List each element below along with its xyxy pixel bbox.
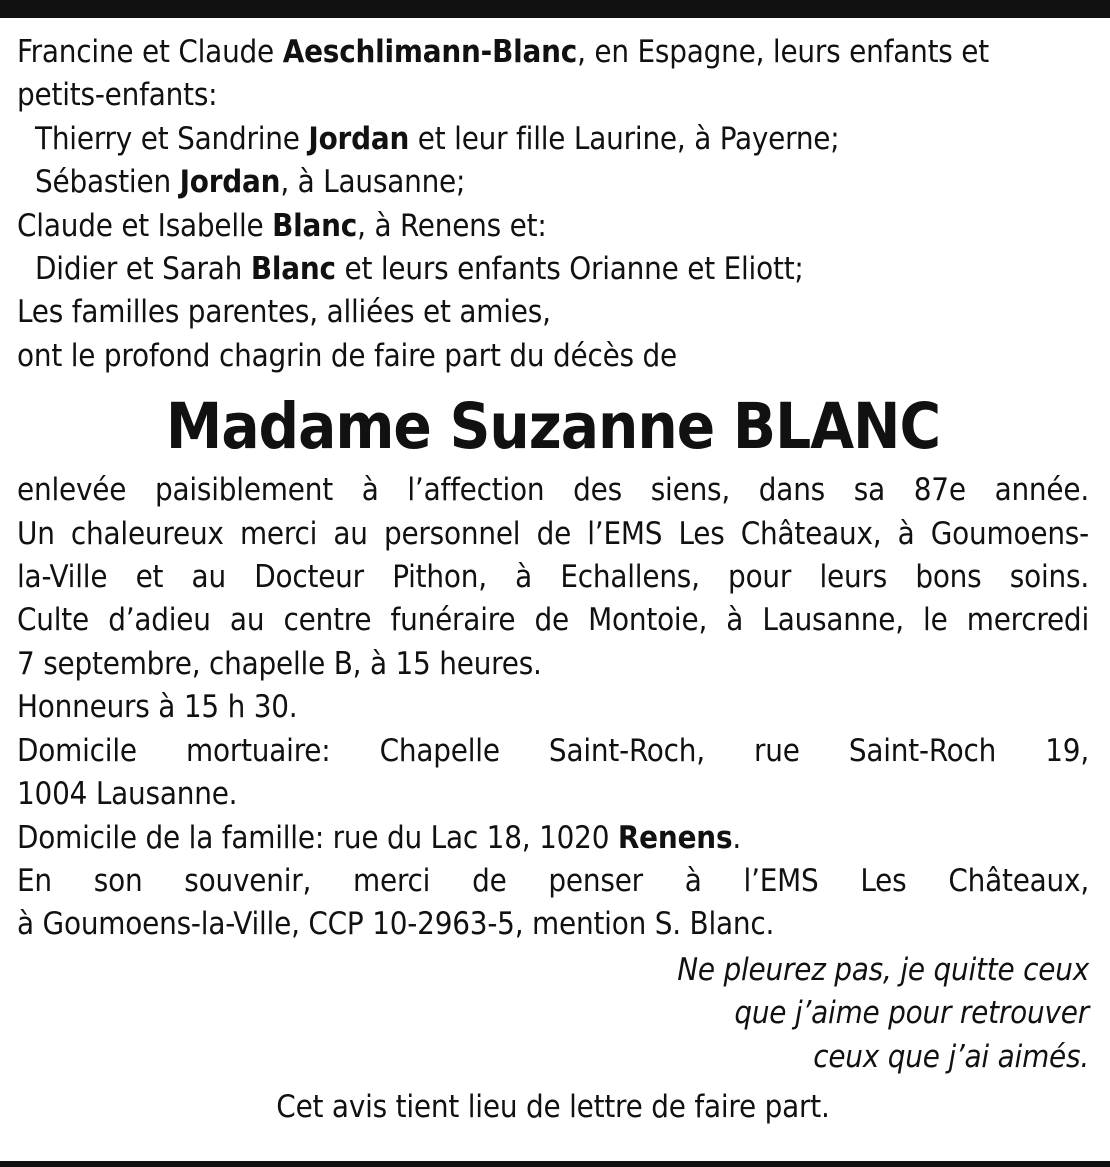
body-line-1: enlevée paisiblement à l’affection des siens, dans sa 87e année. — [17, 472, 1089, 509]
closing-note: Cet avis tient lieu de lettre de faire part. — [276, 1088, 830, 1125]
family-name-blanc: Blanc — [272, 207, 358, 244]
family-line-5-text: Claude et Isabelle — [17, 207, 273, 244]
body-line-6: Honneurs à 15 h 30. — [17, 689, 298, 726]
family-name-jordan: Jordan — [308, 120, 410, 157]
quote-line-1: Ne pleurez pas, je quitte ceux — [677, 951, 1089, 988]
body-line-7: Domicile mortuaire: Chapelle Saint-Roch, rue Saint-Roch 19, — [17, 732, 1089, 769]
family-line-8 — [17, 335, 1089, 378]
family-line-1-text: Francine et Claude — [17, 34, 283, 70]
body-line-5: 7 septembre, chapelle B, à 15 heures. — [17, 645, 542, 682]
family-line-2 — [17, 74, 1089, 117]
memory-line-1: En son souvenir, merci de penser à l’EMS Les Châteaux, — [17, 862, 1089, 899]
death-notice — [17, 31, 1089, 1129]
family-line-4 — [17, 161, 1089, 204]
family-home-period: . — [732, 819, 742, 856]
family-line-2-text: petits-enfants: — [17, 77, 218, 114]
family-line-7-text: Les familles parentes, alliées et amies, — [17, 294, 551, 331]
family-line-1 — [17, 31, 1089, 74]
family-home-city: Renens — [617, 819, 733, 856]
family-line-3-text: Thierry et Sandrine — [35, 120, 309, 157]
family-line-4-text: Sébastien — [35, 164, 180, 201]
family-line-6-text: Didier et Sarah — [35, 251, 251, 288]
family-line-7 — [17, 291, 1089, 334]
family-line-8-text: ont le profond chagrin de faire part du décès de — [17, 337, 678, 374]
family-home-line — [17, 817, 1089, 860]
body-line-3: la-Ville et au Docteur Pithon, à Echallens, pour leurs bons soins. — [17, 559, 1089, 596]
family-line-6-location: et leurs enfants Orianne et Eliott; — [335, 251, 804, 288]
family-line-5-location: , à Renens et: — [357, 207, 547, 244]
family-line-3-location: et leur fille Laurine, à Payerne; — [409, 120, 840, 157]
body-line-2: Un chaleureux merci au personnel de l’EMS Les Châteaux, à Goumoens- — [17, 515, 1089, 552]
family-line-5 — [17, 205, 1089, 248]
family-home-address: Domicile de la famille: rue du Lac 18, 1020 — [17, 819, 618, 856]
family-name-jordan: Jordan — [179, 164, 281, 201]
family-line-4-location: , à Lausanne; — [280, 164, 466, 201]
family-line-3 — [17, 118, 1089, 161]
body-line-8: 1004 Lausanne. — [17, 776, 238, 813]
quote-line-2: que j’aime pour retrouver — [734, 995, 1089, 1032]
family-name-blanc: Blanc — [250, 251, 336, 288]
family-line-1-location: , en Espagne, leurs enfants et — [577, 34, 989, 70]
bottom-border-rule — [0, 1161, 1110, 1167]
memory-line-2: à Goumoens-la-Ville, CCP 10-2963-5, mention S. Blanc. — [17, 906, 775, 943]
family-name-aeschlimann-blanc: Aeschlimann-Blanc — [282, 34, 578, 70]
quote-line-3: ceux que j’ai aimés. — [813, 1038, 1089, 1075]
body-line-4: Culte d’adieu au centre funéraire de Montoie, à Lausanne, le mercredi — [17, 602, 1089, 639]
top-border-rule — [0, 0, 1110, 18]
family-line-6 — [17, 248, 1089, 291]
deceased-name-heading: Madame Suzanne BLANC — [165, 390, 941, 464]
